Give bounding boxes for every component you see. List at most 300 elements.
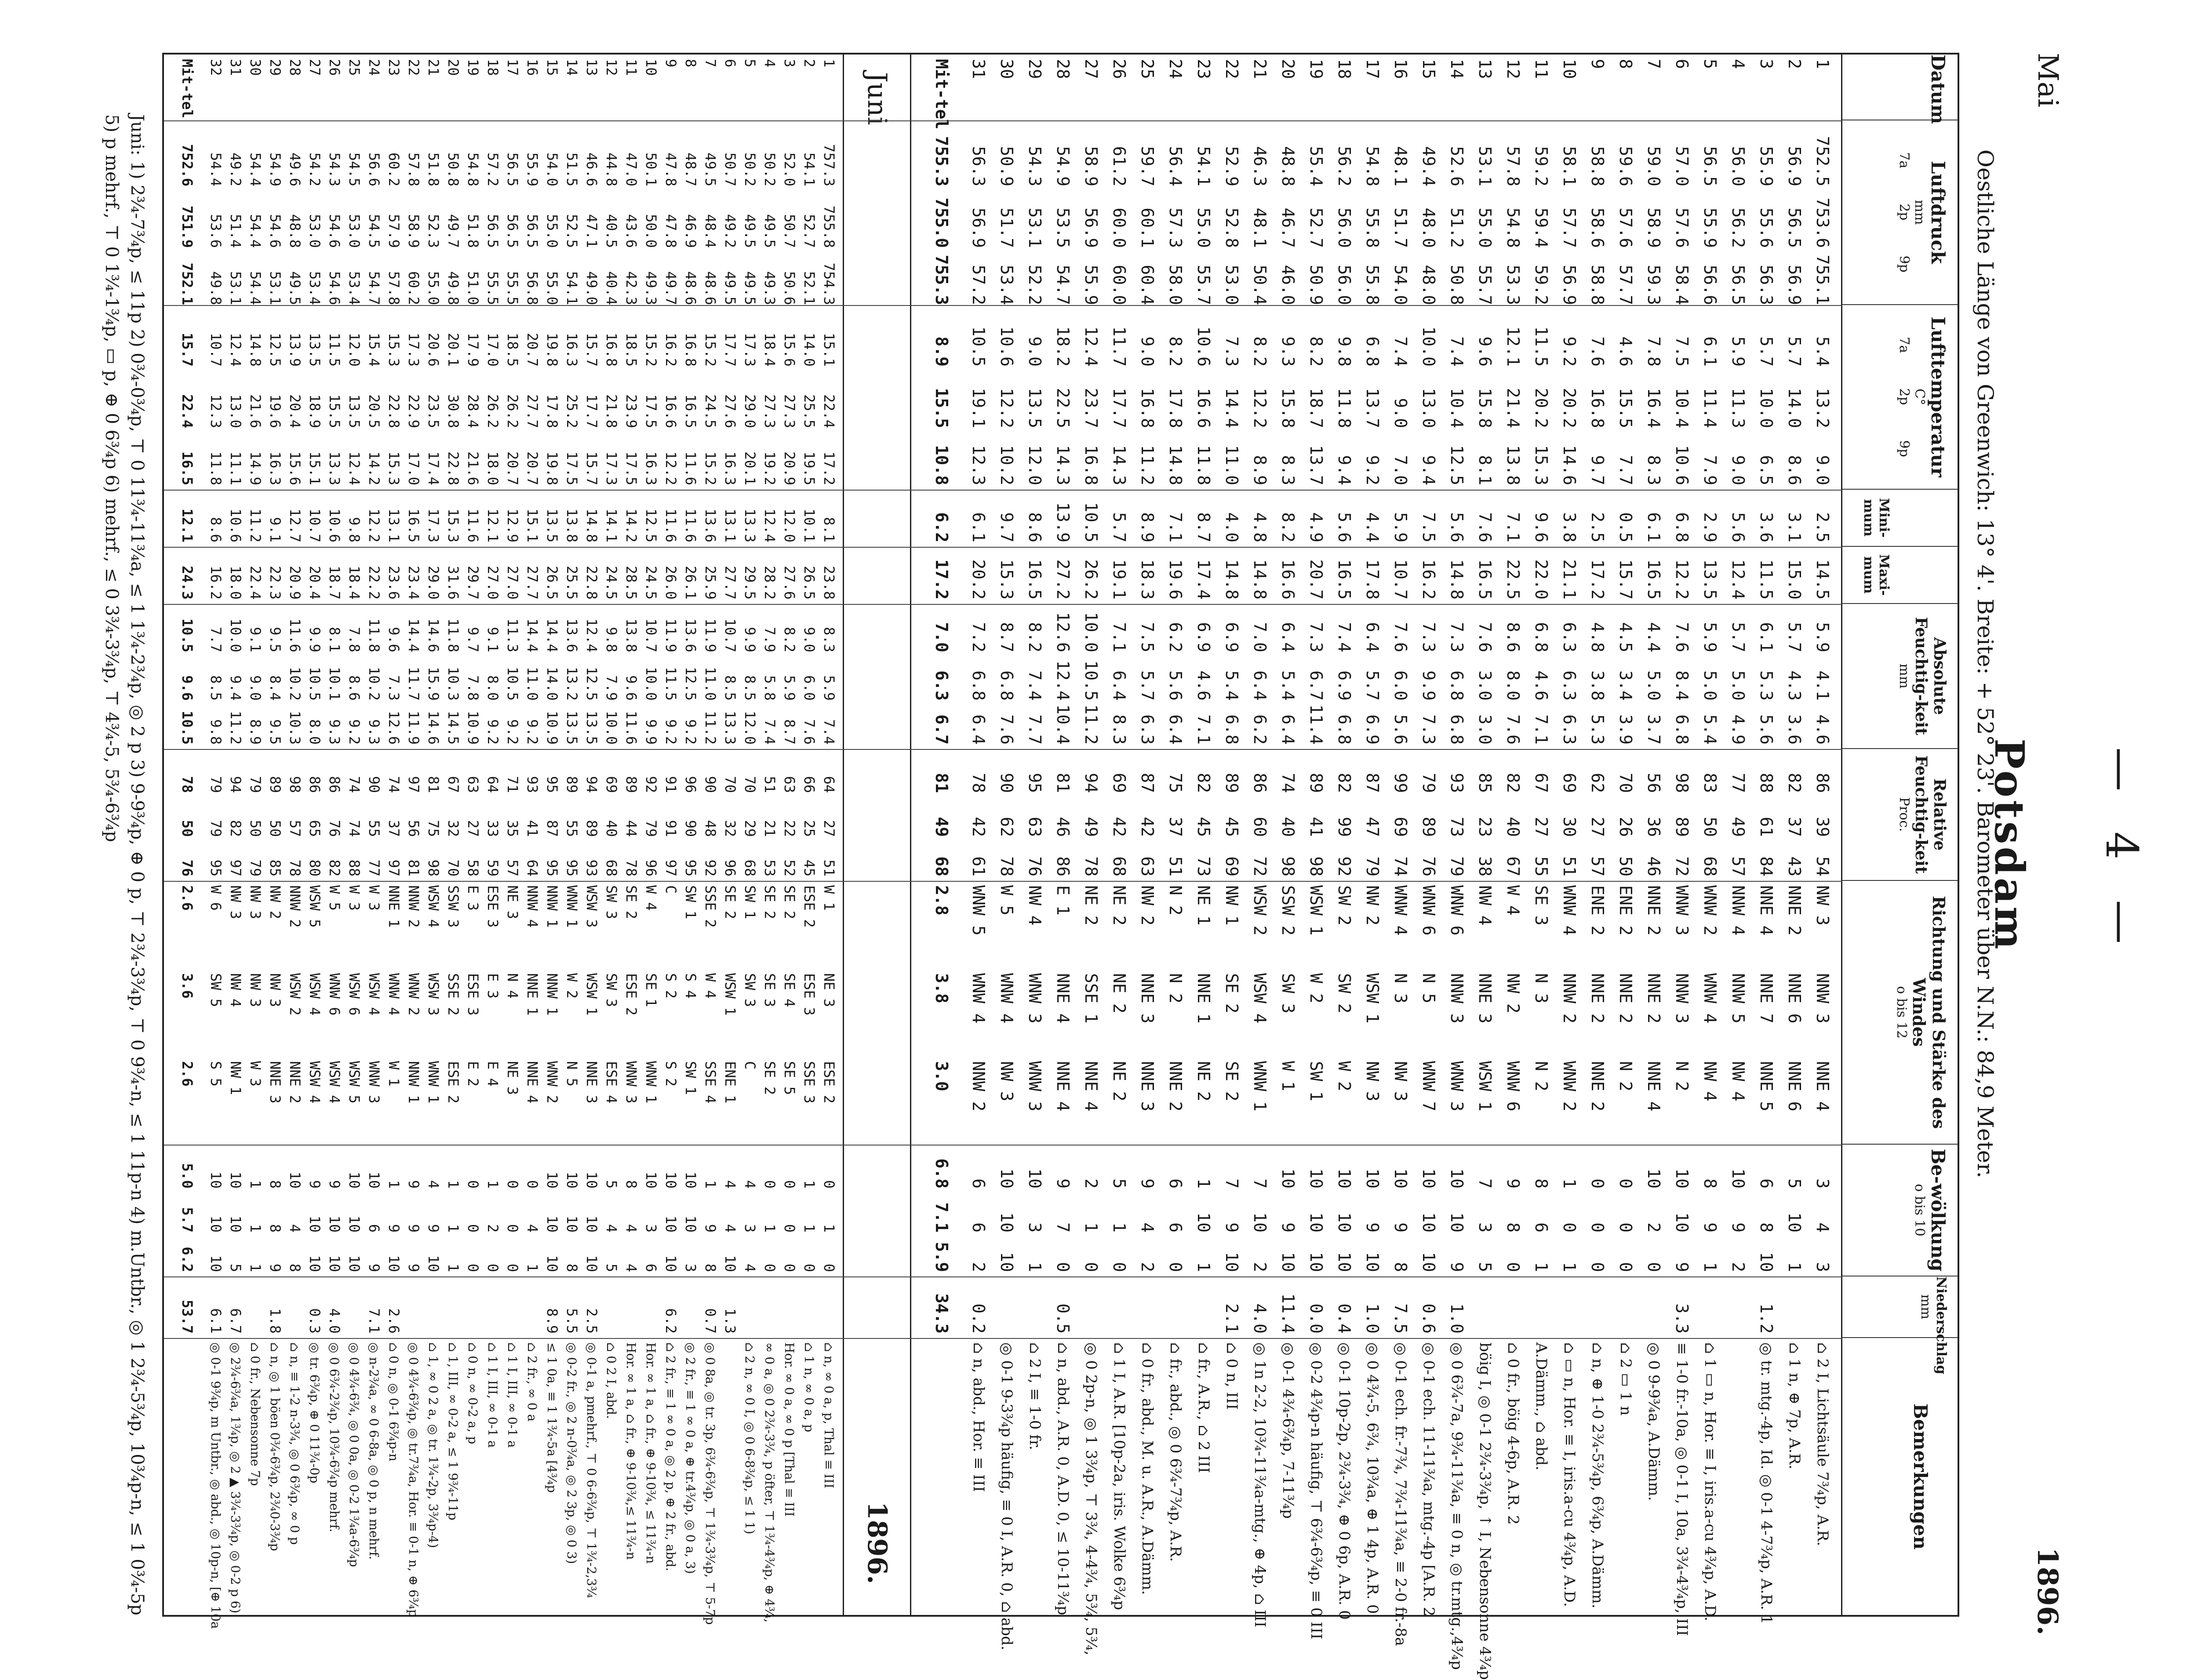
cell-p9: 53.1: [267, 271, 284, 305]
cell-mn: 8.6: [207, 517, 224, 542]
cell-p7: 52.6: [1447, 146, 1467, 186]
cell-a2: 5.3: [1757, 670, 1776, 701]
cell-a9: 9.2: [346, 719, 363, 745]
cell-b2: 10: [326, 1215, 343, 1233]
cell-d: 2: [801, 59, 818, 68]
header-lufttemperatur: Lufttemperatur C° 7a2p9p: [1842, 305, 1958, 490]
cell-b9: 0: [484, 1263, 501, 1272]
cell-w2: NNE 3: [1475, 973, 1495, 1024]
cell-n: 6.1: [207, 1308, 224, 1334]
cell-w7: ENE 2: [1588, 885, 1607, 936]
cell-b9: 0: [1503, 1262, 1523, 1272]
cell-t2: 13.2: [1813, 388, 1832, 428]
cell-w9: NW 4: [1700, 1061, 1720, 1102]
table-row: [443, 55, 463, 1615]
cell-t2: 15.5: [932, 388, 951, 428]
cell-a9: 7.4: [821, 719, 837, 745]
cell-t2: 25.2: [564, 394, 580, 428]
cell-r7: 63: [465, 776, 481, 793]
cell-p2: 58.9: [1644, 207, 1663, 248]
cell-p7: 54.9: [1053, 146, 1073, 186]
cell-r2: 39: [1813, 817, 1832, 837]
cell-a9: 7.4: [761, 719, 778, 745]
cell-r2: 50: [179, 820, 196, 837]
cell-b7: 9: [306, 1180, 323, 1189]
cell-a2: 4.3: [1785, 670, 1804, 701]
cell-n: 6.2: [662, 1308, 679, 1334]
cell-rem: ◎ 0-1 9-3¾p häufig, ≡ 0 I, A.R. 0, ⌂ abd.: [998, 1342, 1015, 1651]
cell-b2: 9: [405, 1224, 422, 1233]
cell-t9: 22.8: [445, 451, 462, 485]
cell-b2: 10: [1335, 1212, 1354, 1233]
cell-w2: WSW 4: [1250, 973, 1270, 1024]
table-row: [364, 55, 384, 1615]
cell-n: 1.8: [267, 1308, 284, 1334]
cell-a9: 9.9: [643, 719, 659, 745]
cell-b7: 3: [1813, 1178, 1832, 1189]
cell-r2: 26: [1616, 817, 1635, 837]
cell-mn: 7.1: [1166, 512, 1185, 542]
cell-r7: 64: [484, 776, 501, 793]
header-maximum: Maxi-mum: [1842, 547, 1958, 604]
cell-d: 4: [761, 59, 778, 68]
cell-w2: WSW 2: [287, 973, 303, 1016]
cell-b9: 0: [1616, 1262, 1635, 1272]
cell-t7: 10.5: [969, 326, 988, 367]
table-mean-row: [928, 55, 956, 1615]
cell-w9: NW 3: [1391, 1061, 1410, 1102]
cell-p7: 48.8: [1278, 146, 1298, 186]
cell-p9: 754.3: [821, 262, 837, 305]
cell-t9: 12.4: [346, 451, 363, 485]
cell-b2: 3: [742, 1224, 758, 1233]
cell-mx: 29.7: [465, 565, 481, 600]
cell-w7: W 4: [1503, 885, 1523, 916]
station-coordinates: Oestliche Länge von Greenwich: 13° 4'. Breite: + 52° 23'. Barometer über N.N.: 84,9 Meter.: [1972, 149, 1998, 1178]
cell-d: 30: [997, 59, 1016, 79]
cell-t7: 11.5: [326, 332, 343, 367]
cell-mx: 28.5: [623, 565, 640, 600]
cell-b9: 1: [1532, 1262, 1551, 1272]
cell-r9: 92: [1335, 856, 1354, 876]
cell-r2: 60: [1250, 817, 1270, 837]
cell-a2: 10.2: [366, 666, 382, 701]
cell-rem: ◎ 0-2 4¾p-n häufig, ⊤ 6¾-6¾p, ≡ 0 III: [1307, 1342, 1325, 1640]
cell-mn: 4.4: [1363, 512, 1382, 542]
table-row: [700, 55, 720, 1625]
cell-b9: 1: [1194, 1262, 1213, 1272]
cell-a2: 13.2: [564, 666, 580, 701]
cell-w7: W 3: [346, 885, 363, 911]
cell-mn: 12.1: [484, 508, 501, 542]
cell-p2: 46.9: [682, 214, 699, 248]
cell-a7: 8.6: [1503, 622, 1523, 652]
cell-a2: 8.5: [722, 675, 739, 701]
cell-t2: 29.0: [742, 394, 758, 428]
cell-p7: 48.7: [682, 152, 699, 186]
cell-p9: 54.4: [247, 271, 264, 305]
cell-n: 0.3: [306, 1308, 323, 1334]
cell-a2: 6.3: [932, 670, 951, 701]
cell-w7: NNW 4: [1729, 885, 1748, 936]
cell-p2: 56.5: [484, 214, 501, 248]
cell-t2: 14.0: [1785, 388, 1804, 428]
cell-p7: 757.3: [821, 144, 837, 186]
cell-r9: 95: [544, 859, 560, 876]
cell-r2: 22: [781, 820, 798, 837]
cell-a7: 9.0: [801, 627, 818, 652]
cell-t9: 9.7: [1588, 455, 1607, 485]
cell-p9: 54.7: [366, 271, 382, 305]
cell-r2: 48: [702, 820, 719, 837]
cell-rem: ⌂ 1, III, ∞ 0-2 a, ≤ 1 9¾-11p: [446, 1342, 460, 1520]
cell-w7: NNE 2: [1785, 885, 1804, 936]
cell-r9: 97: [386, 859, 402, 876]
cell-b9: 6.2: [179, 1247, 196, 1272]
cell-b9: 0: [781, 1263, 798, 1272]
cell-r9: 61: [969, 856, 988, 876]
cell-t2: 20.4: [287, 394, 303, 428]
cell-r2: 99: [1335, 817, 1354, 837]
cell-p9: 54.6: [326, 271, 343, 305]
cell-w2: W 4: [702, 973, 719, 999]
cell-p7: 49.6: [287, 152, 303, 186]
cell-r2: 50: [1700, 817, 1720, 837]
cell-a2: 4.1: [1813, 670, 1832, 701]
cell-mn: 2.5: [1813, 512, 1832, 542]
cell-a7: 7.3: [1306, 622, 1326, 652]
cell-p2: 49.7: [445, 214, 462, 248]
cell-a9: 6.4: [1278, 714, 1298, 745]
cell-r7: 89: [1306, 773, 1326, 793]
cell-b7: 10: [1672, 1168, 1692, 1189]
cell-w7: W 5: [326, 885, 343, 911]
cell-t7: 15.2: [702, 332, 719, 367]
cell-a9: 6.4: [969, 714, 988, 745]
cell-p9: 55.8: [1363, 265, 1382, 305]
cell-w7: ESE 3: [484, 885, 501, 928]
cell-mx: 18.4: [346, 565, 363, 600]
cell-a9: 11.2: [1081, 704, 1101, 745]
cell-r2: 56: [405, 820, 422, 837]
cell-w7: N 2: [1166, 885, 1185, 916]
cell-w7: WNW 4: [1560, 885, 1579, 936]
cell-a7: 5.9: [1813, 622, 1832, 652]
cell-p7: 54.4: [207, 152, 224, 186]
cell-w2: WSW 4: [306, 973, 323, 1016]
cell-w2: NNW 5: [1729, 973, 1748, 1024]
cell-r9: 72: [1672, 856, 1692, 876]
cell-t9: 12.3: [969, 445, 988, 485]
cell-t7: 8.2: [1166, 336, 1185, 367]
cell-b9: 10: [662, 1255, 679, 1272]
cell-p7: 54.3: [1025, 146, 1044, 186]
cell-p2: 55.0: [1194, 207, 1213, 248]
cell-t9: 11.0: [1222, 445, 1241, 485]
cell-w9: WSW 4: [306, 1061, 323, 1104]
cell-p9: 56.9: [1785, 265, 1804, 305]
cell-a7: 4.4: [1644, 622, 1663, 652]
cell-rem: ◎ 2¾-6¾a, 1¾p, ◎ 2 ▲ 3¾-3¾p, ◎ 0-2 p 6): [228, 1342, 243, 1614]
cell-t2: 15.5: [1616, 388, 1635, 428]
cell-p2: 57.3: [1166, 207, 1185, 248]
cell-r7: 89: [623, 776, 640, 793]
cell-r2: 47: [1363, 817, 1382, 837]
cell-p2: 51.4: [227, 214, 244, 248]
cell-p9: 755.3: [932, 255, 951, 305]
cell-p7: 48.1: [1391, 146, 1410, 186]
cell-d: 18: [1335, 59, 1354, 79]
table-row: [1640, 55, 1668, 1615]
cell-r9: 95: [682, 859, 699, 876]
cell-t7: 6.8: [1363, 336, 1382, 367]
cell-t7: 9.0: [1138, 336, 1157, 367]
cell-b2: 6: [969, 1222, 988, 1233]
cell-p2: 55.9: [1700, 207, 1720, 248]
header-minimum: Mini-mum: [1842, 490, 1958, 547]
cell-mn: 8.7: [1194, 512, 1213, 542]
cell-p9: 56.3: [1757, 265, 1776, 305]
cell-t7: 16.8: [682, 332, 699, 367]
table-row: [522, 55, 542, 1615]
cell-n: 0.0: [1306, 1303, 1326, 1334]
cell-a7: 7.2: [969, 622, 988, 652]
cell-d: 31: [969, 59, 988, 79]
cell-r7: 71: [504, 776, 521, 793]
cell-mx: 24.5: [603, 565, 620, 600]
cell-a2: 4.6: [1532, 670, 1551, 701]
cell-mn: 2.5: [1588, 512, 1607, 542]
cell-p9: 54.1: [564, 271, 580, 305]
cell-rem: ◎ 0 4¾-5, 6¾, 10¾a, ⊕ 1 4p, A.R. 0: [1364, 1342, 1381, 1614]
cell-w2: NNE 1: [524, 973, 541, 1016]
cell-t2: 16.6: [662, 394, 679, 428]
cell-p2: 54.6: [326, 214, 343, 248]
cell-p7: 59.6: [1616, 146, 1635, 186]
cell-t7: 5.9: [1729, 336, 1748, 367]
cell-p7: 58.8: [1588, 146, 1607, 186]
table-row: [1780, 55, 1809, 1615]
cell-b2: 10: [1672, 1212, 1692, 1233]
cell-a7: 11.6: [287, 618, 303, 652]
cell-t7: 15.6: [781, 332, 798, 367]
cell-mx: 15.0: [1785, 559, 1804, 600]
cell-n: 11.4: [1278, 1293, 1298, 1334]
cell-t9: 12.2: [662, 451, 679, 485]
cell-w9: WNW 1: [1250, 1061, 1270, 1112]
cell-b2: 6: [366, 1224, 382, 1233]
cell-t2: 25.5: [801, 394, 818, 428]
header-wind: Richtung und Stärke des Windes o bis 12: [1842, 881, 1958, 1145]
cell-p2: 56.2: [1729, 207, 1748, 248]
cell-b2: 9: [1729, 1222, 1748, 1233]
cell-mn: 6.1: [1644, 512, 1663, 542]
cell-b2: 0: [1588, 1222, 1607, 1233]
cell-mx: 26.5: [801, 565, 818, 600]
cell-b9: 9: [1447, 1262, 1467, 1272]
cell-mn: 17.3: [425, 508, 442, 542]
table-row: [1809, 55, 1837, 1615]
cell-r9: 76: [1419, 856, 1438, 876]
cell-b2: 10: [583, 1215, 600, 1233]
cell-p9: 60.0: [1110, 265, 1129, 305]
month-label: Mai: [2031, 53, 2064, 108]
cell-d: 20: [445, 59, 462, 76]
cell-w7: WSW 2: [1250, 885, 1270, 936]
cell-n: 2.5: [583, 1308, 600, 1334]
cell-d: 5: [1700, 59, 1720, 69]
cell-p2: 51.7: [997, 207, 1016, 248]
cell-b9: 10: [386, 1255, 402, 1272]
cell-b7: 10: [1306, 1168, 1326, 1189]
cell-w7: SSE 2: [702, 885, 719, 928]
cell-a9: 11.2: [702, 710, 719, 745]
cell-p2: 57.6: [1672, 207, 1692, 248]
cell-r7: 83: [1700, 773, 1720, 793]
cell-t2: 18.9: [306, 394, 323, 428]
cell-mn: 5.7: [1110, 512, 1129, 542]
cell-a9: 5.3: [1588, 714, 1607, 745]
cell-w2: WSW 3: [425, 973, 442, 1016]
cell-a7: 11.9: [702, 618, 719, 652]
cell-a9: 5.4: [1700, 714, 1720, 745]
table-row: [799, 55, 819, 1615]
cell-a7: 11.9: [662, 618, 679, 652]
cell-w7: NW 3: [227, 885, 244, 920]
cell-a7: 5.7: [1785, 622, 1804, 652]
cell-w2: SE 1: [643, 973, 659, 1007]
table-row: [1190, 55, 1218, 1615]
cell-w9: WNW 3: [623, 1061, 640, 1104]
cell-b9: 1: [1785, 1262, 1804, 1272]
cell-n: 6.7: [227, 1308, 244, 1334]
cell-a9: 7.1: [1532, 714, 1551, 745]
table-row: [1218, 55, 1246, 1615]
cell-w2: 3.6: [179, 973, 196, 999]
cell-p2: 53.6: [207, 214, 224, 248]
cell-w2: SW 3: [742, 973, 758, 1007]
cell-p2: 53.0: [306, 214, 323, 248]
cell-a2: 12.4: [1053, 660, 1073, 701]
cell-w2: WNW 4: [386, 973, 402, 1016]
cell-r9: 76: [179, 859, 196, 876]
cell-a2: 5.9: [821, 675, 837, 701]
cell-r9: 79: [1363, 856, 1382, 876]
cell-p2: 48.1: [1250, 207, 1270, 248]
cell-d: 9: [1588, 59, 1607, 69]
cell-mx: 16.5: [1025, 559, 1044, 600]
table-row: [601, 55, 621, 1615]
cell-rem: ◎ 0 6¾-7a, 9¾-11¾a, ≡ 0 n, ◎ tr.mtg.,4¾p: [1448, 1342, 1466, 1670]
cell-t2: 22.8: [386, 394, 402, 428]
cell-r2: 36: [1644, 817, 1663, 837]
cell-b7: 6: [1166, 1178, 1185, 1189]
cell-p2: 60.0: [1110, 207, 1129, 248]
cell-mn: 12.4: [761, 508, 778, 542]
cell-mn: 12.7: [287, 508, 303, 542]
cell-p7: 54.0: [544, 152, 560, 186]
cell-a7: 8.1: [326, 627, 343, 652]
cell-p2: 48.8: [287, 214, 303, 248]
cell-w9: 3.0: [932, 1061, 951, 1091]
cell-rem: ◎ 0 4¾-6¾p, ◎ tr.7¾a, Hor. ≡ 0-1 n, ⊕ 6¾p: [406, 1342, 421, 1618]
cell-w7: NNE 4: [1757, 885, 1776, 936]
cell-mn: 10.6: [227, 508, 244, 542]
cell-w2: NNW 1: [544, 973, 560, 1016]
cell-a2: 5.8: [761, 675, 778, 701]
cell-rem: ◎ 0-1 4¾-6¾p, 7-11¾p: [1279, 1342, 1297, 1519]
cell-t9: 20.7: [504, 451, 521, 485]
cell-p7: 49.2: [227, 152, 244, 186]
cell-d: 21: [1250, 59, 1270, 79]
cell-p2: 753.6: [1813, 197, 1832, 248]
cell-a2: 3.4: [1616, 670, 1635, 701]
cell-p7: 54.1: [1194, 146, 1213, 186]
cell-a2: 9.4: [227, 675, 244, 701]
cell-w9: WSW 1: [1475, 1061, 1495, 1112]
cell-mx: 18.0: [227, 565, 244, 600]
cell-mn: 12.5: [643, 508, 659, 542]
cell-d: 10: [1560, 59, 1579, 79]
cell-w2: ESE 3: [465, 973, 481, 1016]
cell-t9: 17.2: [821, 451, 837, 485]
cell-w2: NE 2: [1110, 973, 1129, 1014]
cell-p2: 48.4: [702, 214, 719, 248]
cell-p7: 57.0: [1672, 146, 1692, 186]
cell-rem: ◎ n-2¾a, ∞ 0 6-8a, ◎ 0 p, n mehrf.: [367, 1342, 381, 1560]
cell-r9: 79: [1447, 856, 1467, 876]
cell-p2: 55.0: [1475, 207, 1495, 248]
cell-a2: 6.8: [997, 670, 1016, 701]
cell-a2: 4.6: [1194, 670, 1213, 701]
cell-b9: 8: [287, 1263, 303, 1272]
cell-r2: 32: [722, 820, 739, 837]
cell-w7: NW 2: [1363, 885, 1382, 926]
cell-b2: 0: [465, 1224, 481, 1233]
cell-w7: NNE 2: [1644, 885, 1663, 936]
cell-w9: E 2: [465, 1061, 481, 1087]
cell-w7: E 3: [465, 885, 481, 911]
cell-d: 7: [702, 59, 719, 68]
cell-r7: 67: [445, 776, 462, 793]
cell-w9: NE 2: [1194, 1061, 1213, 1102]
cell-r7: 85: [1475, 773, 1495, 793]
cell-w9: SE 2: [1222, 1061, 1241, 1102]
cell-mx: 20.4: [306, 565, 323, 600]
cell-mx: 15.7: [1616, 559, 1635, 600]
cell-b9: 3: [1813, 1262, 1832, 1272]
cell-r9: 52: [781, 859, 798, 876]
cell-b2: 7.1: [932, 1202, 951, 1233]
cell-w7: NW 3: [1813, 885, 1832, 926]
cell-a7: 13.6: [682, 618, 699, 652]
cell-t7: 15.3: [386, 332, 402, 367]
cell-t2: 15.8: [1475, 388, 1495, 428]
cell-r9: 68: [1110, 856, 1129, 876]
cell-b2: 9: [386, 1224, 402, 1233]
cell-r9: 57: [504, 859, 521, 876]
cell-d: 6: [722, 59, 739, 68]
cell-a9: 3.9: [1616, 714, 1635, 745]
cell-r7: 86: [1250, 773, 1270, 793]
cell-a2: 15.9: [425, 666, 442, 701]
cell-t7: 11.7: [1110, 326, 1129, 367]
cell-w7: WNW 3: [1672, 885, 1692, 936]
cell-t7: 7.4: [1447, 336, 1467, 367]
cell-a7: 7.5: [1138, 622, 1157, 652]
cell-t7: 10.7: [207, 332, 224, 367]
cell-n: 5.5: [564, 1308, 580, 1334]
